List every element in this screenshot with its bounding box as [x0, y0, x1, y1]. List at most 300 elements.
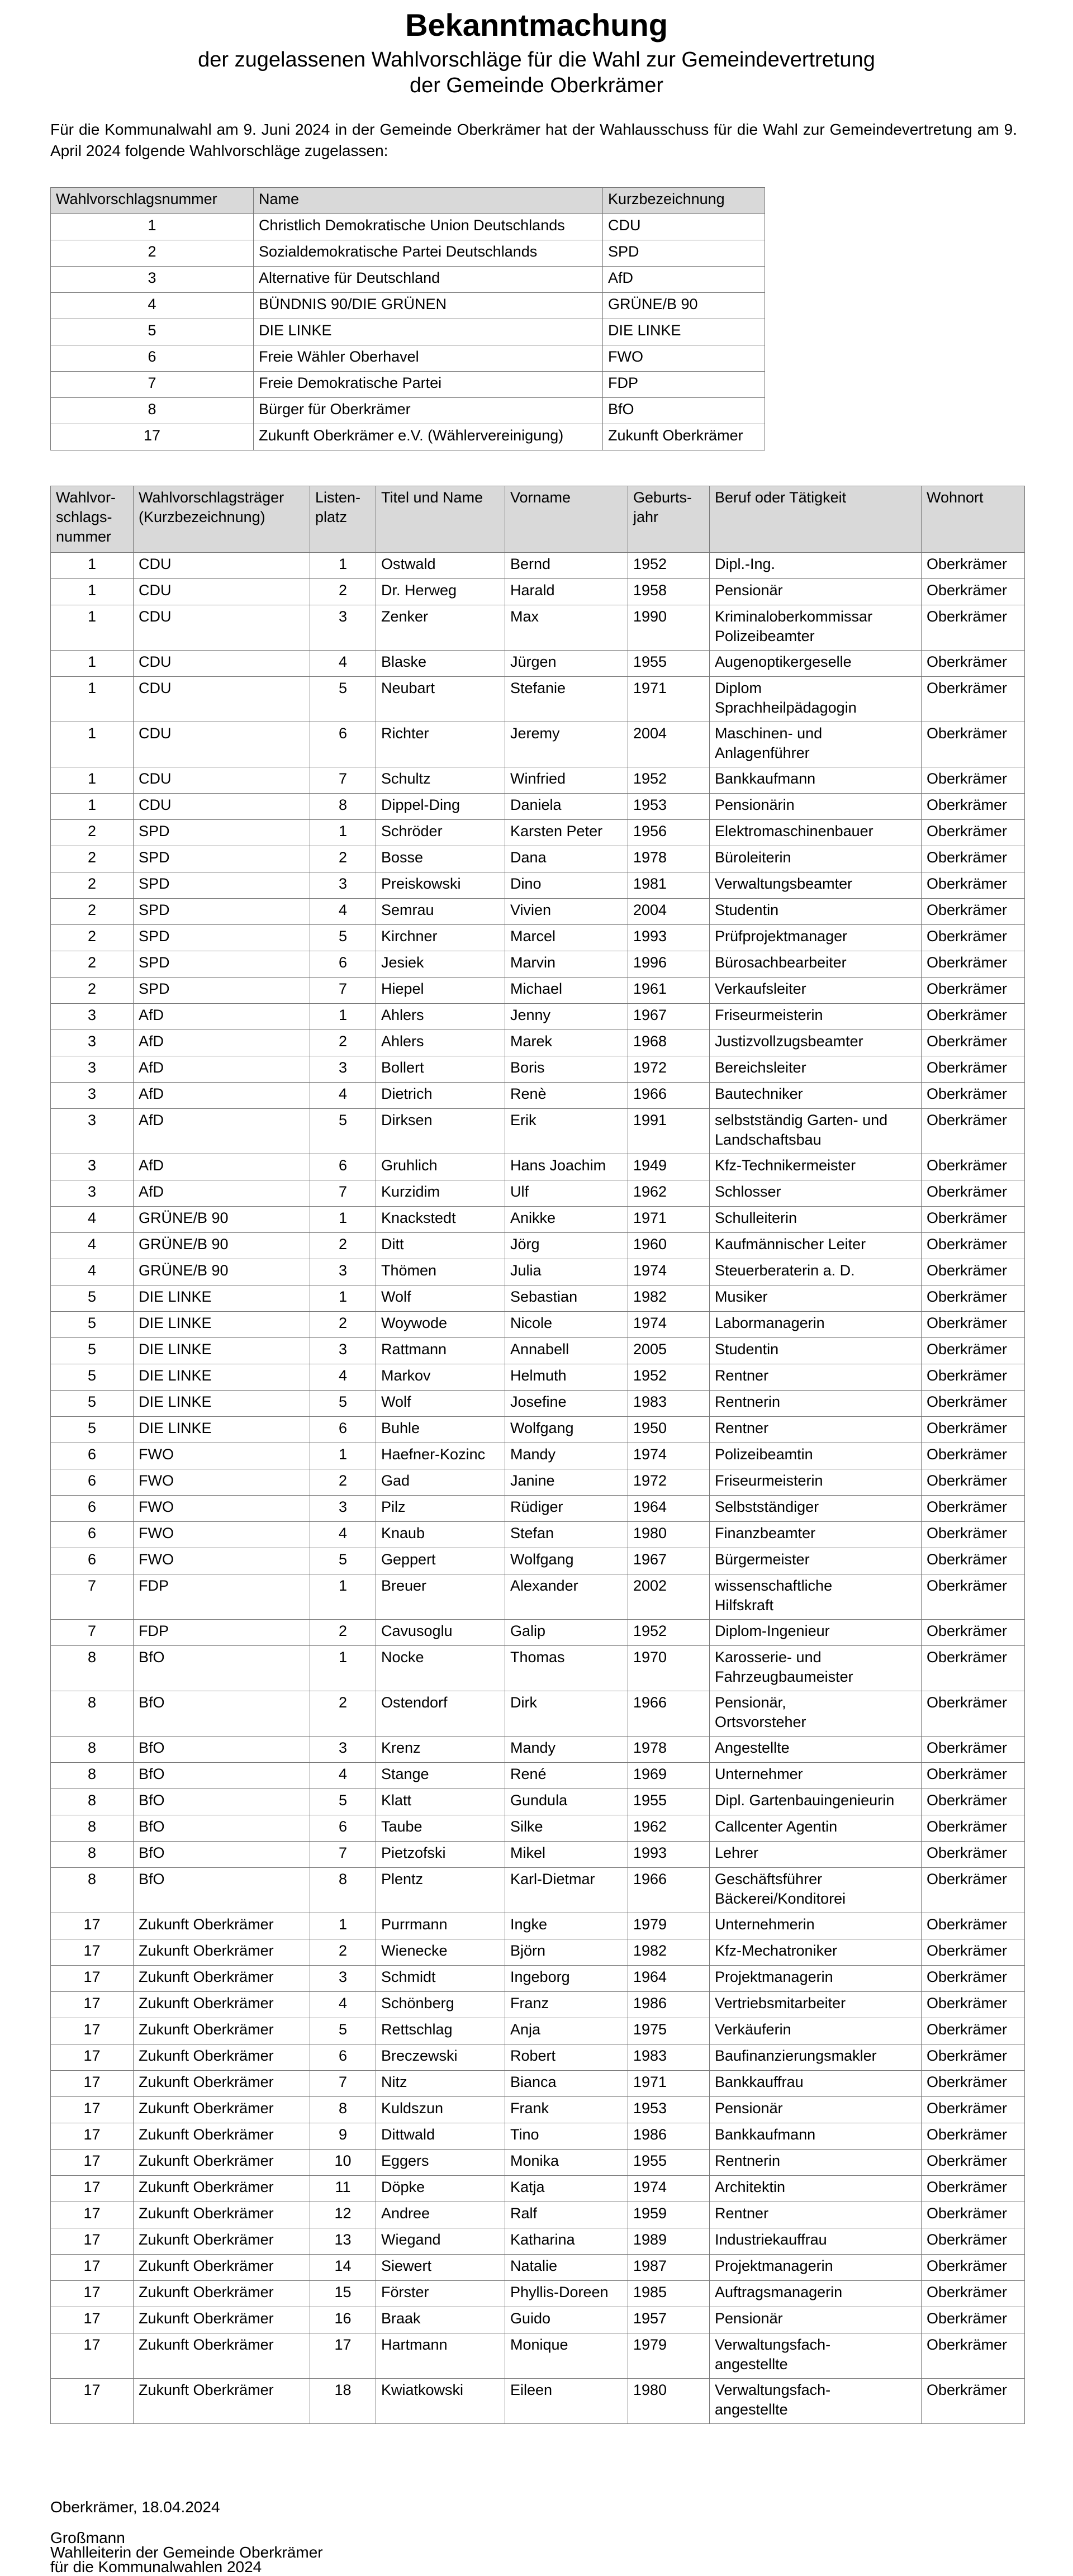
candidate-row — [51, 1259, 1025, 1285]
candidate-birth-year: 1971 — [628, 1207, 710, 1233]
candidate-list-number: 1 — [51, 722, 134, 767]
candidate-residence: Oberkrämer — [922, 1312, 1025, 1338]
candidate-birth-year: 1983 — [628, 2044, 710, 2071]
candidate-residence: Oberkrämer — [922, 2228, 1025, 2255]
candidate-party: CDU — [134, 767, 310, 794]
candidate-row — [51, 899, 1025, 925]
candidate-row — [51, 605, 1025, 651]
candidate-row — [51, 2281, 1025, 2307]
candidate-list-number: 1 — [51, 553, 134, 579]
candidate-residence: Oberkrämer — [922, 1763, 1025, 1789]
candidate-birth-year: 1958 — [628, 579, 710, 605]
candidate-occupation: selbstständig Garten- und Landschaftsbau — [710, 1109, 922, 1154]
candidate-list-place: 6 — [310, 1154, 376, 1180]
candidate-row — [51, 1913, 1025, 1939]
party-row — [51, 398, 765, 424]
candidate-birth-year: 1962 — [628, 1815, 710, 1842]
candidate-list-number: 17 — [51, 2333, 134, 2379]
candidate-last-name: Krenz — [376, 1737, 505, 1763]
candidate-list-number: 8 — [51, 1815, 134, 1842]
candidate-residence: Oberkrämer — [922, 1056, 1025, 1083]
candidate-row — [51, 1443, 1025, 1469]
candidate-occupation: Projektmanagerin — [710, 1966, 922, 1992]
candidate-last-name: Siewert — [376, 2255, 505, 2281]
candidate-party: Zukunft Oberkrämer — [134, 2333, 310, 2379]
candidate-last-name: Cavusoglu — [376, 1620, 505, 1646]
candidate-list-place: 4 — [310, 1364, 376, 1391]
candidate-list-place: 6 — [310, 951, 376, 978]
candidate-occupation: Geschäftsführer Bäckerei/Konditorei — [710, 1868, 922, 1913]
candidate-list-number: 17 — [51, 2097, 134, 2123]
candidate-last-name: Haefner-Kozinc — [376, 1443, 505, 1469]
candidate-party: FWO — [134, 1443, 310, 1469]
candidate-birth-year: 1971 — [628, 2071, 710, 2097]
candidate-residence: Oberkrämer — [922, 2333, 1025, 2379]
party-number: 7 — [51, 372, 254, 398]
candidate-list-place: 2 — [310, 579, 376, 605]
candidate-row — [51, 872, 1025, 899]
candidate-occupation: Kfz-Mechatroniker — [710, 1939, 922, 1966]
candidate-list-number: 17 — [51, 2255, 134, 2281]
candidate-birth-year: 1982 — [628, 1939, 710, 1966]
candidate-last-name: Dietrich — [376, 1083, 505, 1109]
candidate-row — [51, 1842, 1025, 1868]
party-name: Freie Wähler Oberhavel — [254, 345, 603, 372]
candidate-party: Zukunft Oberkrämer — [134, 2379, 310, 2424]
candidate-birth-year: 1952 — [628, 1364, 710, 1391]
candidate-list-place: 8 — [310, 794, 376, 820]
candidate-residence: Oberkrämer — [922, 2202, 1025, 2228]
candidate-birth-year: 1952 — [628, 553, 710, 579]
candidate-list-place: 5 — [310, 1548, 376, 1574]
candidate-last-name: Wiegand — [376, 2228, 505, 2255]
candidate-last-name: Stange — [376, 1763, 505, 1789]
candidate-list-number: 2 — [51, 820, 134, 846]
candidate-occupation: Verkäuferin — [710, 2018, 922, 2044]
party-row — [51, 214, 765, 240]
candidate-occupation: Unternehmerin — [710, 1913, 922, 1939]
party-name: BÜNDNIS 90/DIE GRÜNEN — [254, 293, 603, 319]
party-short-name: BfO — [603, 398, 765, 424]
candidate-first-name: Harald — [505, 579, 628, 605]
candidate-residence: Oberkrämer — [922, 1030, 1025, 1056]
candidate-row — [51, 1815, 1025, 1842]
candidate-party: SPD — [134, 951, 310, 978]
candidate-first-name: Wolfgang — [505, 1417, 628, 1443]
candidate-list-place: 6 — [310, 2044, 376, 2071]
candidate-last-name: Ostwald — [376, 553, 505, 579]
candidate-last-name: Geppert — [376, 1548, 505, 1574]
candidate-occupation: Studentin — [710, 1338, 922, 1364]
candidate-last-name: Schönberg — [376, 1992, 505, 2018]
candidate-last-name: Kwiatkowski — [376, 2379, 505, 2424]
candidate-residence: Oberkrämer — [922, 1285, 1025, 1312]
candidate-occupation: Augenoptikergeselle — [710, 651, 922, 677]
party-row — [51, 319, 765, 345]
candidate-row — [51, 951, 1025, 978]
candidate-residence: Oberkrämer — [922, 1966, 1025, 1992]
candidate-residence: Oberkrämer — [922, 651, 1025, 677]
candidate-list-place: 3 — [310, 1966, 376, 1992]
candidate-row — [51, 651, 1025, 677]
candidate-birth-year: 1978 — [628, 846, 710, 872]
candidate-occupation: Selbstständiger — [710, 1496, 922, 1522]
candidate-row — [51, 1763, 1025, 1789]
candidate-list-place: 2 — [310, 1233, 376, 1259]
candidate-last-name: Wolf — [376, 1391, 505, 1417]
candidate-birth-year: 1986 — [628, 2123, 710, 2150]
candidate-first-name: Helmuth — [505, 1364, 628, 1391]
candidate-list-place: 4 — [310, 1992, 376, 2018]
candidate-row — [51, 820, 1025, 846]
candidate-first-name: Natalie — [505, 2255, 628, 2281]
candidate-residence: Oberkrämer — [922, 2307, 1025, 2333]
candidate-row — [51, 1154, 1025, 1180]
candidate-list-place: 3 — [310, 1259, 376, 1285]
candidate-list-place: 8 — [310, 2097, 376, 2123]
candidate-last-name: Dittwald — [376, 2123, 505, 2150]
party-name: Christlich Demokratische Union Deutschlands — [254, 214, 603, 240]
candidate-residence: Oberkrämer — [922, 1737, 1025, 1763]
party-number: 17 — [51, 424, 254, 450]
candidate-occupation: Bereichsleiter — [710, 1056, 922, 1083]
candidate-row — [51, 1004, 1025, 1030]
candidate-last-name: Eggers — [376, 2150, 505, 2176]
candidate-residence: Oberkrämer — [922, 794, 1025, 820]
candidate-party: FDP — [134, 1574, 310, 1620]
candidate-birth-year: 1989 — [628, 2228, 710, 2255]
candidate-list-place: 3 — [310, 1737, 376, 1763]
candidate-party: DIE LINKE — [134, 1285, 310, 1312]
candidate-row — [51, 1391, 1025, 1417]
candidate-last-name: Blaske — [376, 651, 505, 677]
candidate-birth-year: 1979 — [628, 2333, 710, 2379]
party-name: Zukunft Oberkrämer e.V. (Wählervereinigung) — [254, 424, 603, 450]
party-row — [51, 372, 765, 398]
candidate-residence: Oberkrämer — [922, 872, 1025, 899]
candidate-last-name: Schmidt — [376, 1966, 505, 1992]
candidate-last-name: Schröder — [376, 820, 505, 846]
party-number: 4 — [51, 293, 254, 319]
candidate-list-number: 17 — [51, 1939, 134, 1966]
candidate-residence: Oberkrämer — [922, 951, 1025, 978]
candidate-birth-year: 1982 — [628, 1285, 710, 1312]
subtitle-line-2: der Gemeinde Oberkrämer — [409, 74, 664, 97]
candidate-occupation: Rentner — [710, 2202, 922, 2228]
candidate-first-name: Jörg — [505, 1233, 628, 1259]
candidate-birth-year: 1983 — [628, 1391, 710, 1417]
candidate-birth-year: 1996 — [628, 951, 710, 978]
candidate-occupation: Studentin — [710, 899, 922, 925]
candidate-occupation: Rentner — [710, 1417, 922, 1443]
candidate-party: FDP — [134, 1620, 310, 1646]
candidate-last-name: Taube — [376, 1815, 505, 1842]
candidate-list-number: 17 — [51, 2018, 134, 2044]
candidate-row — [51, 1646, 1025, 1691]
candidate-list-number: 2 — [51, 951, 134, 978]
candidate-last-name: Purrmann — [376, 1913, 505, 1939]
candidate-residence: Oberkrämer — [922, 677, 1025, 722]
candidate-row — [51, 1548, 1025, 1574]
candidate-list-place: 18 — [310, 2379, 376, 2424]
candidate-row — [51, 1056, 1025, 1083]
candidate-first-name: Tino — [505, 2123, 628, 2150]
candidate-birth-year: 1980 — [628, 2379, 710, 2424]
candidate-row — [51, 2176, 1025, 2202]
candidate-row — [51, 1737, 1025, 1763]
subtitle-line-1: der zugelassenen Wahlvorschläge für die Wahl zur Gemeindevertretung — [198, 48, 875, 72]
party-short-name: AfD — [603, 267, 765, 293]
candidate-occupation: Bürgermeister — [710, 1548, 922, 1574]
candidate-party: Zukunft Oberkrämer — [134, 2281, 310, 2307]
candidate-list-place: 6 — [310, 722, 376, 767]
candidate-last-name: Kuldszun — [376, 2097, 505, 2123]
candidate-list-number: 6 — [51, 1522, 134, 1548]
candidate-occupation: Industriekauffrau — [710, 2228, 922, 2255]
candidate-last-name: Klatt — [376, 1789, 505, 1815]
candidate-list-number: 17 — [51, 2307, 134, 2333]
candidate-first-name: Katharina — [505, 2228, 628, 2255]
candidate-list-place: 8 — [310, 1868, 376, 1913]
candidate-residence: Oberkrämer — [922, 2097, 1025, 2123]
candidate-last-name: Woywode — [376, 1312, 505, 1338]
candidate-residence: Oberkrämer — [922, 1180, 1025, 1207]
candidate-residence: Oberkrämer — [922, 2379, 1025, 2424]
candidate-residence: Oberkrämer — [922, 1233, 1025, 1259]
candidate-birth-year: 1955 — [628, 651, 710, 677]
candidate-occupation: Kriminaloberkommissar Polizeibeamter — [710, 605, 922, 651]
candidate-row — [51, 1285, 1025, 1312]
candidate-party: Zukunft Oberkrämer — [134, 1966, 310, 1992]
candidate-list-number: 7 — [51, 1574, 134, 1620]
candidate-first-name: Galip — [505, 1620, 628, 1646]
candidate-list-number: 2 — [51, 925, 134, 951]
candidate-first-name: Hans Joachim — [505, 1154, 628, 1180]
candidate-list-number: 3 — [51, 1030, 134, 1056]
candidate-party: BfO — [134, 1868, 310, 1913]
candidate-birth-year: 1969 — [628, 1763, 710, 1789]
candidate-list-number: 8 — [51, 1763, 134, 1789]
candidate-birth-year: 1968 — [628, 1030, 710, 1056]
candidate-first-name: Erik — [505, 1109, 628, 1154]
candidate-party: Zukunft Oberkrämer — [134, 2255, 310, 2281]
candidate-residence: Oberkrämer — [922, 1646, 1025, 1691]
candidate-first-name: Stefan — [505, 1522, 628, 1548]
candidate-party: GRÜNE/B 90 — [134, 1259, 310, 1285]
candidate-list-number: 17 — [51, 2071, 134, 2097]
candidate-first-name: Guido — [505, 2307, 628, 2333]
candidate-last-name: Dr. Herweg — [376, 579, 505, 605]
header-first-name: Vorname — [505, 486, 628, 553]
candidate-occupation: Rentnerin — [710, 2150, 922, 2176]
candidate-row — [51, 1868, 1025, 1913]
candidate-last-name: Ahlers — [376, 1004, 505, 1030]
candidate-list-place: 1 — [310, 553, 376, 579]
header-name: Titel und Name — [376, 486, 505, 553]
candidate-list-number: 7 — [51, 1620, 134, 1646]
candidate-row — [51, 2202, 1025, 2228]
candidate-list-place: 4 — [310, 1763, 376, 1789]
candidate-occupation: Baufinanzierungsmakler — [710, 2044, 922, 2071]
candidate-party: Zukunft Oberkrämer — [134, 2123, 310, 2150]
candidate-occupation: Polizeibeamtin — [710, 1443, 922, 1469]
candidate-last-name: Markov — [376, 1364, 505, 1391]
candidate-party: Zukunft Oberkrämer — [134, 1913, 310, 1939]
candidate-first-name: Annabell — [505, 1338, 628, 1364]
candidate-list-place: 17 — [310, 2333, 376, 2379]
candidate-list-place: 9 — [310, 2123, 376, 2150]
candidate-residence: Oberkrämer — [922, 2150, 1025, 2176]
party-short-name: Zukunft Oberkrämer — [603, 424, 765, 450]
candidate-occupation: Bankkaufmann — [710, 767, 922, 794]
candidate-row — [51, 2150, 1025, 2176]
candidate-list-number: 6 — [51, 1443, 134, 1469]
candidate-first-name: Dino — [505, 872, 628, 899]
candidate-party: AfD — [134, 1154, 310, 1180]
candidate-party: SPD — [134, 978, 310, 1004]
candidate-list-number: 5 — [51, 1391, 134, 1417]
party-number: 3 — [51, 267, 254, 293]
candidate-party: Zukunft Oberkrämer — [134, 2202, 310, 2228]
candidate-last-name: Andree — [376, 2202, 505, 2228]
candidate-birth-year: 1966 — [628, 1868, 710, 1913]
candidate-list-place: 6 — [310, 1815, 376, 1842]
candidate-first-name: Anikke — [505, 1207, 628, 1233]
candidate-birth-year: 1993 — [628, 1842, 710, 1868]
candidate-row — [51, 794, 1025, 820]
candidate-occupation: Pensionär, Ortsvorsteher — [710, 1691, 922, 1737]
candidate-birth-year: 1987 — [628, 2255, 710, 2281]
candidate-first-name: Max — [505, 605, 628, 651]
candidate-occupation: Kfz-Technikermeister — [710, 1154, 922, 1180]
candidate-birth-year: 1964 — [628, 1966, 710, 1992]
candidate-list-number: 3 — [51, 1056, 134, 1083]
party-short-name: GRÜNE/B 90 — [603, 293, 765, 319]
candidate-first-name: Björn — [505, 1939, 628, 1966]
candidate-first-name: Monique — [505, 2333, 628, 2379]
candidate-list-number: 17 — [51, 1913, 134, 1939]
candidate-row — [51, 1620, 1025, 1646]
candidate-list-number: 5 — [51, 1364, 134, 1391]
party-name: Sozialdemokratische Partei Deutschlands — [254, 240, 603, 267]
candidate-row — [51, 2044, 1025, 2071]
header-list-place: Listen- platz — [310, 486, 376, 553]
party-short-name: DIE LINKE — [603, 319, 765, 345]
candidate-first-name: Nicole — [505, 1312, 628, 1338]
candidate-occupation: Pensionär — [710, 2097, 922, 2123]
candidate-party: DIE LINKE — [134, 1312, 310, 1338]
header-residence: Wohnort — [922, 486, 1025, 553]
candidate-occupation: Verwaltungsfach- angestellte — [710, 2379, 922, 2424]
candidate-row — [51, 553, 1025, 579]
candidate-occupation: Kaufmännischer Leiter — [710, 1233, 922, 1259]
candidate-first-name: Vivien — [505, 899, 628, 925]
candidate-party: BfO — [134, 1789, 310, 1815]
candidate-birth-year: 1959 — [628, 2202, 710, 2228]
candidate-party: SPD — [134, 899, 310, 925]
candidate-row — [51, 1180, 1025, 1207]
candidate-party: DIE LINKE — [134, 1364, 310, 1391]
candidate-list-number: 3 — [51, 1083, 134, 1109]
candidate-last-name: Breuer — [376, 1574, 505, 1620]
candidate-list-place: 15 — [310, 2281, 376, 2307]
candidate-row — [51, 1312, 1025, 1338]
candidate-row — [51, 1966, 1025, 1992]
candidate-list-number: 17 — [51, 2150, 134, 2176]
candidate-last-name: Braak — [376, 2307, 505, 2333]
candidate-residence: Oberkrämer — [922, 1789, 1025, 1815]
candidate-party: CDU — [134, 651, 310, 677]
candidate-list-place: 4 — [310, 1083, 376, 1109]
candidate-last-name: Gad — [376, 1469, 505, 1496]
candidate-residence: Oberkrämer — [922, 1083, 1025, 1109]
candidate-residence: Oberkrämer — [922, 1992, 1025, 2018]
candidate-list-number: 17 — [51, 1992, 134, 2018]
party-number: 6 — [51, 345, 254, 372]
candidate-row — [51, 1417, 1025, 1443]
candidate-row — [51, 1691, 1025, 1737]
candidate-row — [51, 2018, 1025, 2044]
candidate-first-name: Dana — [505, 846, 628, 872]
candidate-residence: Oberkrämer — [922, 767, 1025, 794]
candidate-list-number: 2 — [51, 872, 134, 899]
parties-header-name: Name — [254, 188, 603, 214]
candidate-occupation: Projektmanagerin — [710, 2255, 922, 2281]
candidate-first-name: Anja — [505, 2018, 628, 2044]
candidate-list-place: 1 — [310, 1004, 376, 1030]
candidate-last-name: Plentz — [376, 1868, 505, 1913]
candidate-birth-year: 1970 — [628, 1646, 710, 1691]
candidate-residence: Oberkrämer — [922, 1364, 1025, 1391]
candidate-list-number: 6 — [51, 1469, 134, 1496]
candidate-first-name: Mikel — [505, 1842, 628, 1868]
candidate-occupation: Justizvollzugsbeamter — [710, 1030, 922, 1056]
candidate-last-name: Semrau — [376, 899, 505, 925]
candidate-occupation: Schulleiterin — [710, 1207, 922, 1233]
candidate-last-name: Ostendorf — [376, 1691, 505, 1737]
candidate-party: Zukunft Oberkrämer — [134, 2307, 310, 2333]
candidate-first-name: Ingeborg — [505, 1966, 628, 1992]
parties-table — [50, 187, 765, 450]
candidate-occupation: Prüfprojektmanager — [710, 925, 922, 951]
candidate-list-place: 13 — [310, 2228, 376, 2255]
header-occupation: Beruf oder Tätigkeit — [710, 486, 922, 553]
candidate-list-place: 4 — [310, 899, 376, 925]
candidate-last-name: Schultz — [376, 767, 505, 794]
page-title: Bekanntmachung — [405, 7, 668, 42]
candidate-residence: Oberkrämer — [922, 820, 1025, 846]
candidate-birth-year: 1967 — [628, 1548, 710, 1574]
candidate-last-name: Neubart — [376, 677, 505, 722]
candidate-residence: Oberkrämer — [922, 2044, 1025, 2071]
candidate-list-place: 7 — [310, 767, 376, 794]
candidate-row — [51, 1083, 1025, 1109]
candidate-occupation: Verwaltungsbeamter — [710, 872, 922, 899]
candidate-first-name: Karsten Peter — [505, 820, 628, 846]
candidate-list-place: 1 — [310, 820, 376, 846]
candidate-list-number: 8 — [51, 1868, 134, 1913]
party-short-name: FDP — [603, 372, 765, 398]
candidate-list-number: 4 — [51, 1259, 134, 1285]
candidate-list-number: 5 — [51, 1417, 134, 1443]
candidate-party: AfD — [134, 1004, 310, 1030]
party-name: DIE LINKE — [254, 319, 603, 345]
candidate-birth-year: 1978 — [628, 1737, 710, 1763]
candidate-first-name: Daniela — [505, 794, 628, 820]
candidate-birth-year: 1962 — [628, 1180, 710, 1207]
candidate-row — [51, 722, 1025, 767]
candidate-last-name: Preiskowski — [376, 872, 505, 899]
